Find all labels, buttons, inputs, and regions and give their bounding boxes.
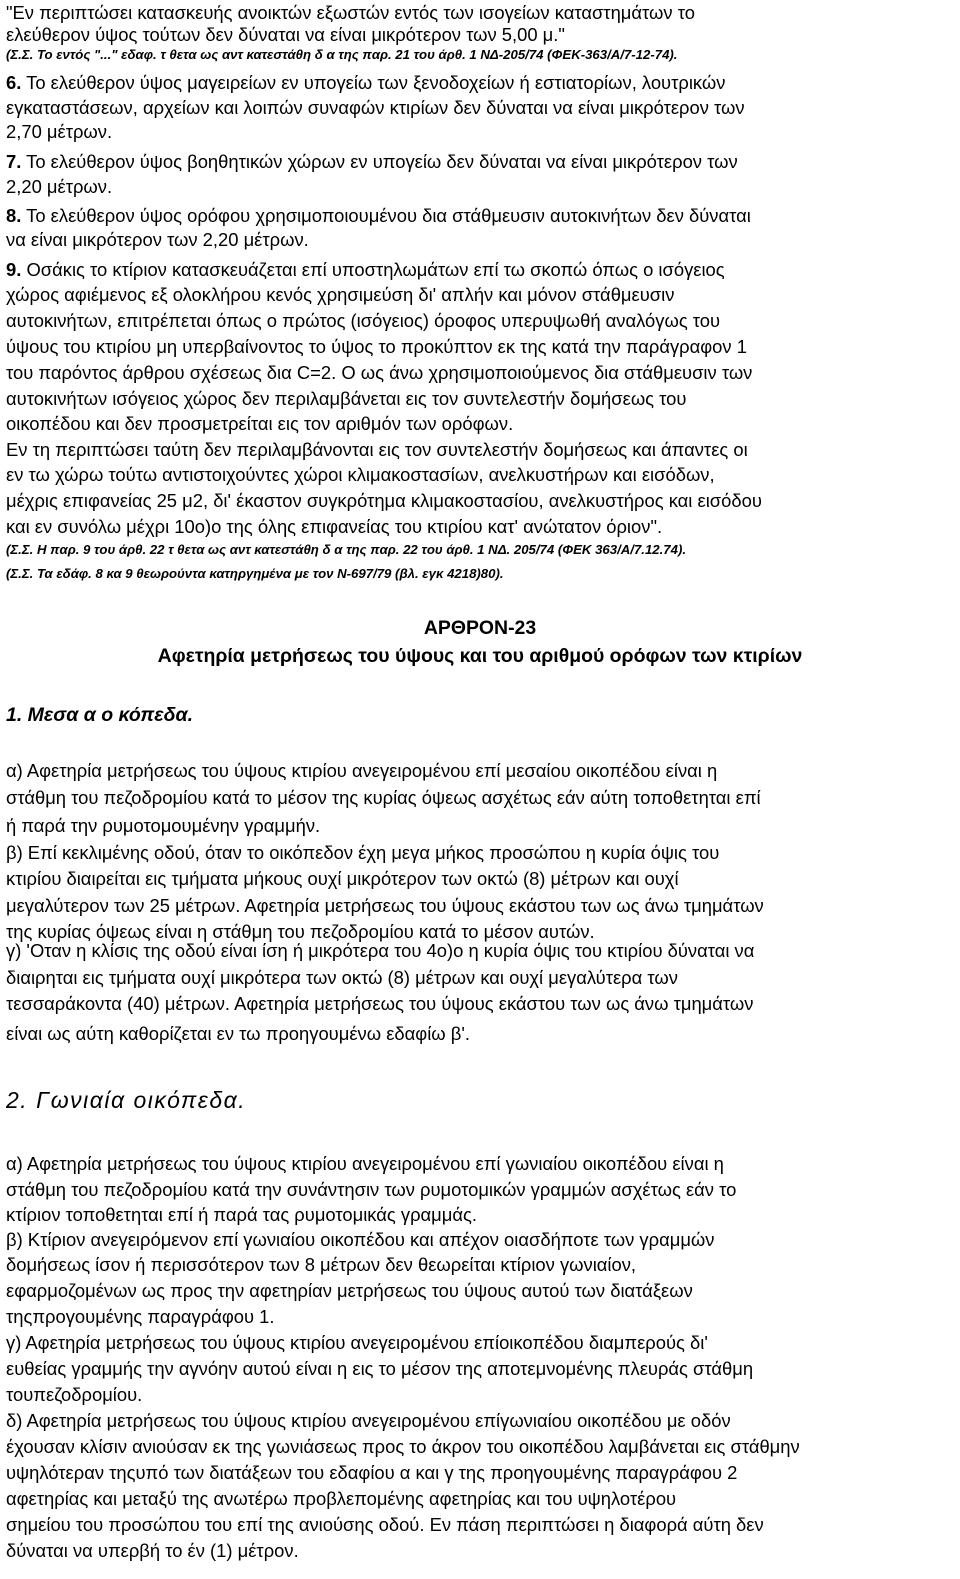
text-line: κτίριον τοποθετηται επί ή παρά τας ρυμοτομικάς γραμμάς. — [6, 1204, 477, 1225]
text-line: αυτοκινήτων ισόγειος χώρος δεν περιλαμβάνεται εις τον συντελεστήν δομήσεως του — [6, 388, 687, 409]
text-line: Εν τη περιπτώσει ταύτη δεν περιλαμβάνονται εις τον συντελεστήν δομήσεως και άπαντες οι — [6, 439, 748, 460]
text-line: δ) Αφετηρία μετρήσεως του ύψους κτιρίου ανεγειρομένου επίγωνιαίου οικοπέδου με οδόν — [6, 1410, 731, 1431]
text-line: της κυρίας όψεως είναι η στάθμη του πεζοδρομίου κατά το μέσον αυτών. — [6, 921, 595, 942]
paragraph-6 — [6, 72, 725, 94]
text-line: α) Αφετηρία μετρήσεως του ύψους κτιρίου ανεγειρομένου επί γωνιαίου οικοπέδου είναι η — [6, 1153, 724, 1174]
text-line: εν τω χώρω τούτω αντιστοιχούντες χώροι κλιμακοστασίων, ανελκυστήρων και εισόδων, — [6, 464, 715, 485]
text-line: Το ελεύθερον ύψος ορόφου χρησιμοποιουμένου δια στάθμευσιν αυτοκινήτων δεν δύναται — [26, 205, 751, 226]
article-title: Αφετηρία μετρήσεως του ύψους και του αριθμού ορόφων των κτιρίων — [157, 645, 803, 667]
text-line: του παρόντος άρθρου σχέσεως δια C=2. Ο ως άνω χρησιμοποιούμενος δια στάθμευσιν των — [6, 362, 753, 383]
text-line: αφετηρίας και μεταξύ της ανωτέρω προβλεπομένης αφετηρίας και του υψηλοτέρου — [6, 1488, 677, 1509]
item-number: 9. — [6, 259, 22, 280]
text-line: "Εν περιπτώσει κατασκευής ανοικτών εξωστών εντός των ισογείων καταστημάτων το — [6, 2, 695, 23]
item-number: 6. — [6, 72, 22, 93]
text-line: εφαρμοζομένων ως προς την αφετηρίαν μετρήσεως του ύψους αυτού των διατάξεων — [6, 1280, 693, 1301]
text-line: γ) 'Οταν η κλίσις της οδού είναι ίση ή μικρότερα του 4ο)ο η κυρία όψις του κτιρίου δύναται να — [6, 940, 755, 961]
text-line: γ) Αφετηρία μετρήσεως του ύψους κτιρίου ανεγειρομένου επίοικοπέδου διαμπερούς δι' — [6, 1332, 708, 1353]
text-line: σημείου του προσώπου του επί της ανιούσης οδού. Εν πάση περιπτώσει η διαφορά αύτη δεν — [6, 1514, 764, 1535]
text-line: 2,70 μέτρων. — [6, 121, 113, 142]
article-number: ΑΡΘΡΟΝ-23 — [423, 617, 537, 639]
text-line: δύναται να υπερβή το έν (1) μέτρον. — [6, 1540, 299, 1561]
paragraph-7 — [6, 151, 738, 173]
text-line: αυτοκινήτων, επιτρέπεται όπως ο πρώτος (ισόγειος) όροφος υπερυψωθή αναλόγως του — [6, 310, 721, 331]
text-line: τεσσαράκοντα (40) μέτρων. Αφετηρία μετρήσεως του ύψους εκάστου των ως άνω τμημάτων — [6, 993, 754, 1014]
paragraph-8 — [6, 205, 751, 227]
section-1-heading: 1. Μεσα α ο κόπεδα. — [6, 704, 194, 726]
text-line: εγκαταστάσεων, αρχείων και λοιπών συναφών κτιρίων δεν δύναται να είναι μικρότερον των — [6, 97, 745, 118]
text-line: μέχρις επιφανείας 25 μ2, δι' έκαστον συγκρότημα κλιμακοστασίου, ανελκυστήρος και εισόδου — [6, 490, 762, 511]
text-line: στάθμη του πεζοδρομίου κατά το μέσον της κυρίας όψεως ασχέτως εάν αύτη τοποθετηται επί — [6, 787, 761, 808]
source-note: (Σ.Σ. Η παρ. 9 του άρθ. 22 τ θετα ως αντ κατεστάθη δ α της παρ. 22 του άρθ. 1 ΝΔ. 205/74 (ΦΕΚ 363/Α/7.12.74). — [6, 542, 687, 557]
text-line: στάθμη του πεζοδρομίου κατά την συνάντησιν των ρυμοτομικών γραμμών ασχέτως εάν το — [6, 1179, 737, 1200]
text-line: β) Επί κεκλιμένης οδού, όταν το οικόπεδον έχη μεγα μήκος προσώπου η κυρία όψις του — [6, 842, 720, 863]
section-2-heading: 2. Γωνιαία οικόπεδα. — [6, 1087, 247, 1113]
text-line: 2,20 μέτρων. — [6, 176, 113, 197]
text-line: ελεύθερον ύψος τούτων δεν δύναται να είναι μικρότερον των 5,00 μ." — [6, 24, 565, 45]
text-line: ύψους του κτιρίου μη υπερβαίνοντος το ύψος το προκύπτον εκ της κατά την παράγραφον 1 — [6, 336, 747, 357]
text-line: Οσάκις το κτίριον κατασκευάζεται επί υποστηλωμάτων επί τω σκοπώ όπως ο ισόγειος — [26, 259, 725, 280]
text-line: διαιρηται εις τμήματα ουχί μικρότερα των οκτώ (8) μέτρων και ουχί μεγαλύτερα των — [6, 967, 678, 988]
text-line: δομήσεως ίσον ή περισσότερον των 8 μέτρων δεν θεωρείται κτίριον γωνιαίον, — [6, 1254, 637, 1275]
paragraph-9 — [6, 259, 725, 281]
text-line: Το ελεύθερον ύψος βοηθητικών χώρων εν υπογείω δεν δύναται να είναι μικρότερον των — [26, 151, 738, 172]
text-line: να είναι μικρότερον των 2,20 μέτρων. — [6, 229, 309, 250]
text-line: έχουσαν κλίσιν ανιούσαν εκ της γωνιάσεως προς το άκρον του οικοπέδου λαμβάνεται εις στάθμην — [6, 1436, 800, 1457]
text-line: οικοπέδου και δεν προσμετρείται εις τον αριθμόν των ορόφων. — [6, 413, 514, 434]
source-note: (Σ.Σ. Τα εδάφ. 8 κα 9 θεωρούντα κατηργημένα με τον Ν-697/79 (βλ. εγκ 4218)80). — [6, 566, 504, 581]
text-line: μεγαλύτερον των 25 μέτρων. Αφετηρία μετρήσεως του ύψους εκάστου των ως άνω τμημάτων — [6, 895, 764, 916]
text-line: τουπεζοδρομίου. — [6, 1384, 143, 1405]
text-line: υψηλότεραν τηςυπό των διατάξεων του εδαφίου α και γ της προηγουμένης παραγράφου 2 — [6, 1462, 738, 1483]
text-line: β) Κτίριον ανεγειρόμενον επί γωνιαίου οικοπέδου και απέχον οιασδήποτε των γραμμών — [6, 1229, 715, 1250]
text-line: είναι ως αύτη καθορίζεται εν τω προηγουμένω εδαφίω β'. — [6, 1023, 470, 1044]
text-line: ευθείας γραμμής την αγνόην αυτού είναι η εις το μέσον της αποτεμνομένης πλευράς στάθμη — [6, 1358, 754, 1379]
text-line: και εν συνόλω μέχρι 10ο)ο της όλης επιφανείας του κτιρίου κατ' ανώτατον όριον". — [6, 516, 663, 537]
source-note: (Σ.Σ. Το εντός "..." εδαφ. τ θετα ως αντ κατεστάθη δ α της παρ. 21 του άρθ. 1 ΝΔ-205/74 (ΦΕΚ-363/Α/7-12-74). — [6, 47, 678, 62]
text-line: α) Αφετηρία μετρήσεως του ύψους κτιρίου ανεγειρομένου επί μεσαίου οικοπέδου είναι η — [6, 760, 718, 781]
text-line: ή παρά την ρυμοτομουμένην γραμμήν. — [6, 815, 321, 836]
text-line: Το ελεύθερον ύψος μαγειρείων εν υπογείω των ξενοδοχείων ή εστιατορίων, λουτρικών — [26, 72, 726, 93]
text-line: χώρος αφιέμενος εξ ολοκλήρου κενός χρησιμεύση δι' απλήν και μόνον στάθμευσιν — [6, 284, 675, 305]
text-line: τηςπρογουμένης παραγράφου 1. — [6, 1306, 275, 1327]
item-number: 7. — [6, 151, 22, 172]
item-number: 8. — [6, 205, 22, 226]
text-line: κτιρίου διαιρείται εις τμήματα μήκους ουχί μικρότερον των οκτώ (8) μέτρων και ουχί — [6, 868, 679, 889]
